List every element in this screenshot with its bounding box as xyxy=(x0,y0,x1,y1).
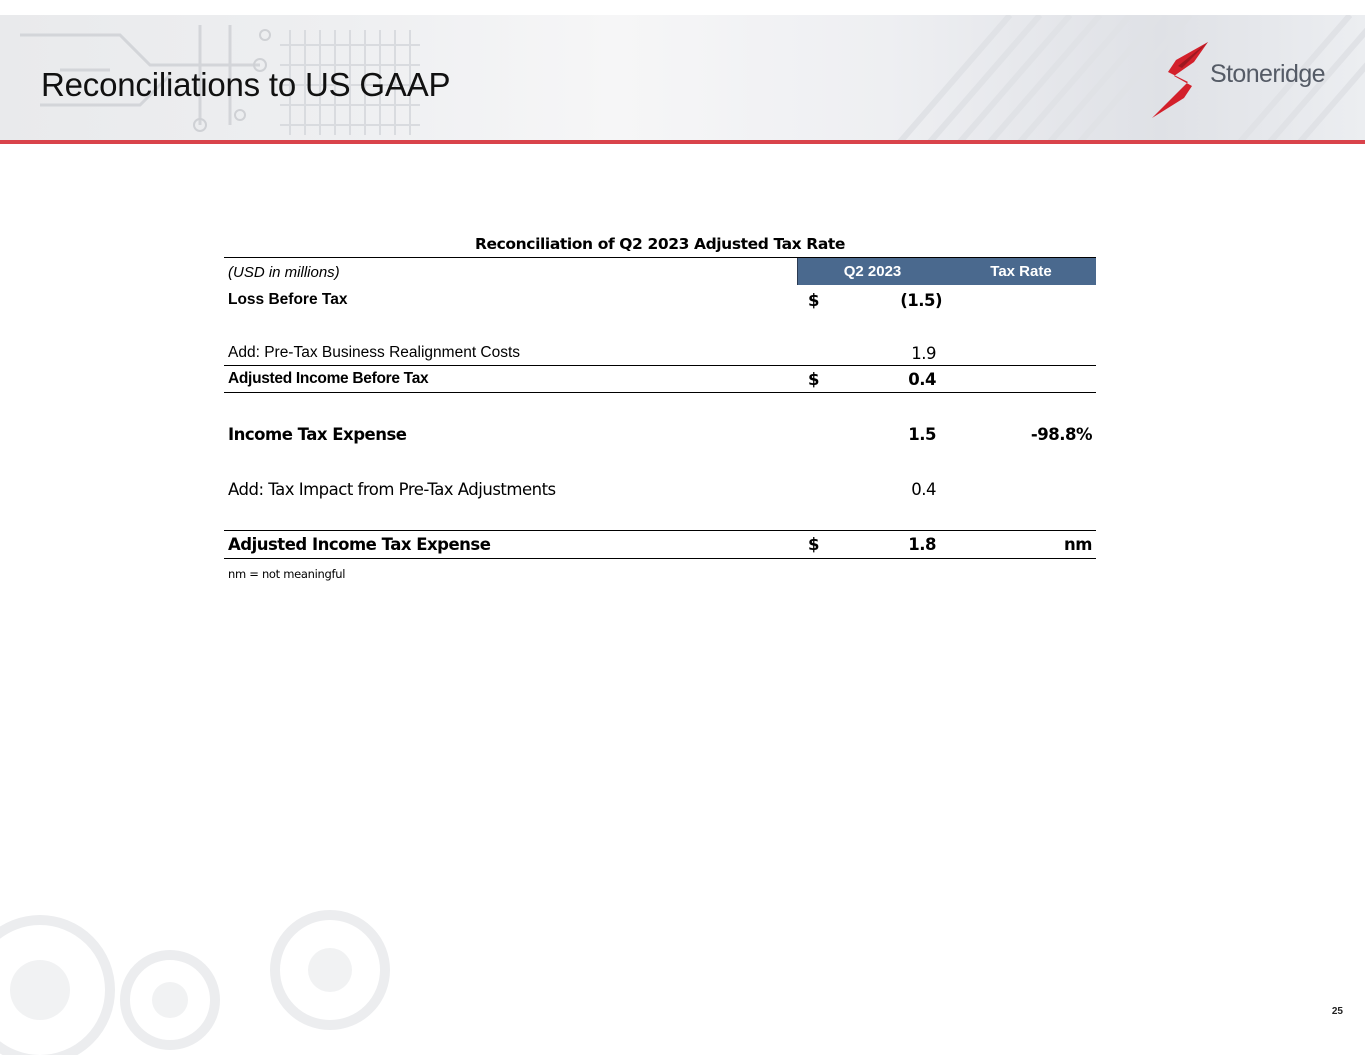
table-row xyxy=(224,341,1096,366)
tax-rate-value xyxy=(946,366,1092,392)
lightning-bolt-logo-icon xyxy=(1148,40,1218,122)
q2-2023-value: 1.8 xyxy=(908,535,936,554)
tax-rate-value xyxy=(946,286,1092,314)
spacer-row xyxy=(224,314,1096,341)
top-strip xyxy=(0,0,1365,15)
spacer-row xyxy=(224,393,1096,421)
slide-title: Reconciliations to US GAAP xyxy=(41,66,451,103)
table-title: Reconciliation of Q2 2023 Adjusted Tax Rate xyxy=(224,232,1096,258)
currency-symbol: $ xyxy=(808,535,819,554)
tax-rate-value xyxy=(946,476,1092,503)
column-header-tax-rate: Tax Rate xyxy=(946,258,1096,285)
q2-2023-value: (1.5) xyxy=(900,290,942,310)
units-label: (USD in millions) xyxy=(228,263,340,281)
q2-2023-value: 0.4 xyxy=(911,480,936,499)
row-label: Add: Tax Impact from Pre-Tax Adjustments xyxy=(228,480,556,499)
q2-2023-value: 1.5 xyxy=(908,425,936,444)
table-row xyxy=(224,476,1096,503)
table-footnote: nm = not meaningful xyxy=(228,567,346,581)
row-label: Add: Pre-Tax Business Realignment Costs xyxy=(228,344,521,361)
row-label: Loss Before Tax xyxy=(228,291,348,308)
tax-rate-value: nm xyxy=(1064,535,1092,554)
page-number: 25 xyxy=(1331,1006,1343,1017)
currency-symbol: $ xyxy=(808,369,819,389)
q2-2023-value: 1.9 xyxy=(911,343,936,363)
table-row xyxy=(224,421,1096,448)
currency-symbol: $ xyxy=(808,290,819,310)
spacer-row xyxy=(224,448,1096,476)
company-logo xyxy=(1148,40,1338,122)
logo-wordmark: Stoneridge xyxy=(1210,60,1325,88)
q2-2023-value: 0.4 xyxy=(908,369,936,389)
accent-divider xyxy=(0,140,1365,144)
tax-rate-value xyxy=(946,341,1092,365)
table-header-row xyxy=(224,258,1096,286)
tax-rate-reconciliation-table xyxy=(224,232,1096,559)
row-label: Adjusted Income Before Tax xyxy=(228,370,429,387)
table-row xyxy=(224,530,1096,559)
spacer-row xyxy=(224,503,1096,530)
table-row xyxy=(224,286,1096,314)
tax-rate-value: -98.8% xyxy=(1030,425,1092,444)
row-label: Adjusted Income Tax Expense xyxy=(228,535,491,554)
column-header-q2-2023: Q2 2023 xyxy=(797,258,948,285)
row-label: Income Tax Expense xyxy=(228,425,407,444)
gear-background-art xyxy=(0,850,700,1055)
table-row xyxy=(224,366,1096,393)
